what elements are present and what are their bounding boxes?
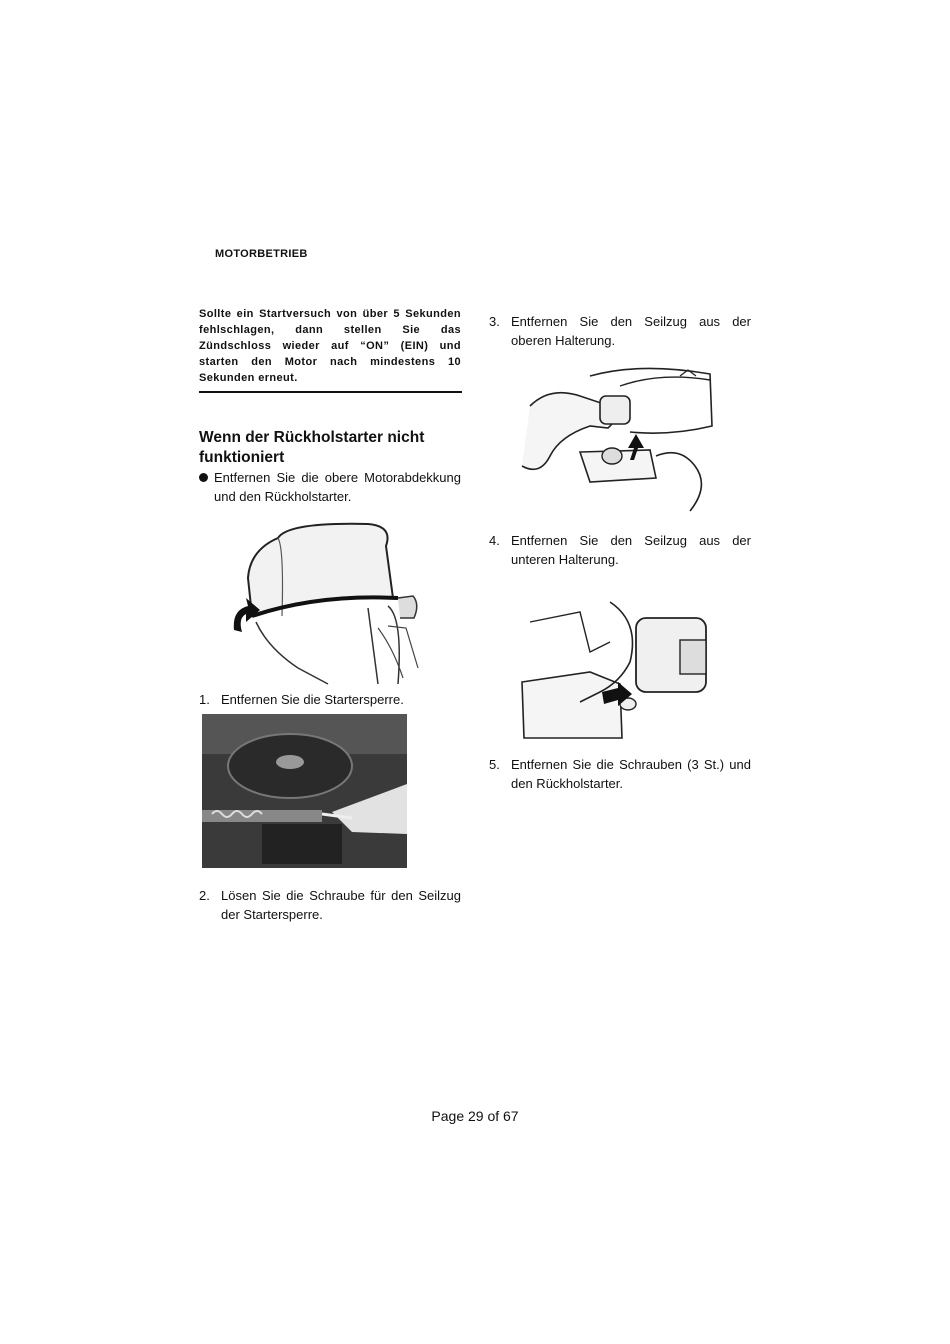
step-text: Entfernen Sie die Schrauben (3 St.) und den Rückholstarter. (511, 757, 751, 791)
bullet-item (199, 468, 461, 506)
step-number: 1. (199, 692, 210, 707)
step-5 (489, 755, 751, 793)
step-number: 4. (489, 533, 500, 548)
step-4 (489, 531, 751, 569)
bullet-text: Entfernen Sie die obere Motorabdekkung und den Rückholstarter. (214, 470, 461, 504)
bullet-dot-icon (199, 473, 208, 482)
step-text: Lösen Sie die Schraube für den Seilzug der Startersperre. (221, 888, 461, 922)
starter-lock-photo (202, 714, 407, 868)
warning-note: Sollte ein Startversuch von über 5 Sekunden fehlschlagen, dann stellen Sie das Zündschloss wieder auf “ON” (EIN) und starten den Motor nach mindestens 10 Sekunden erneut. (199, 308, 461, 384)
step-3 (489, 312, 751, 350)
step-text: Entfernen Sie den Seilzug aus der oberen Halterung. (511, 314, 751, 348)
step-number: 2. (199, 888, 210, 903)
step-number: 5. (489, 757, 500, 772)
step-text: Entfernen Sie die Startersperre. (221, 692, 404, 707)
section-heading: Wenn der Rückholstarter nicht funktioniert (199, 429, 425, 466)
lower-bracket-illustration (520, 592, 715, 740)
engine-cover-illustration (228, 518, 438, 686)
page-footer: Page 29 of 67 (431, 1108, 519, 1124)
step-1 (199, 690, 461, 709)
section-header: MOTORBETRIEB (215, 248, 308, 260)
step-2 (199, 886, 461, 924)
step-number: 3. (489, 314, 500, 329)
divider (199, 391, 462, 393)
upper-bracket-illustration (520, 366, 715, 516)
step-text: Entfernen Sie den Seilzug aus der unteren Halterung. (511, 533, 751, 567)
